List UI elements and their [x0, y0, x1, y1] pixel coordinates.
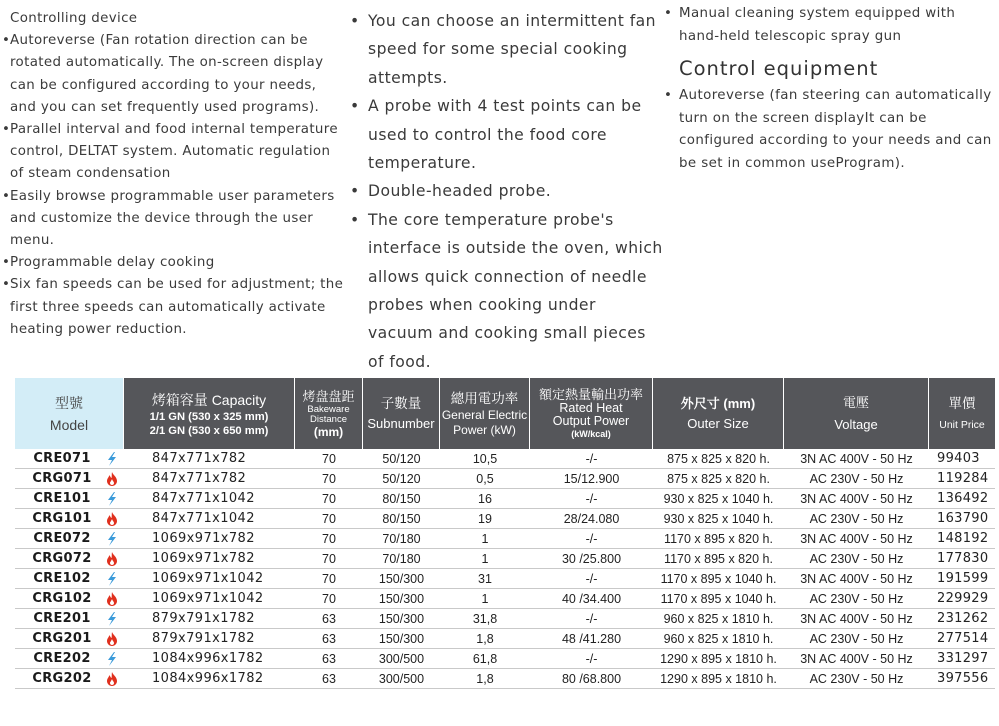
header-model	[15, 378, 124, 449]
power-cell: 31,8	[472, 611, 498, 626]
outer-size-cell: 930 x 825 x 1040 h.	[663, 511, 774, 526]
power-cell: 1	[481, 551, 489, 566]
capacity-cell: 847x771x782	[152, 451, 247, 466]
distance-cell: 63	[322, 671, 336, 686]
capacity-cell: 1069x971x1042	[152, 571, 264, 586]
bullet: •	[350, 12, 360, 30]
price-cell: 99403	[937, 451, 980, 466]
header-line: Subnumber	[367, 415, 435, 431]
capacity-cell: 1069x971x782	[152, 551, 255, 566]
voltage-cell: 3N AC 400V - 50 Hz	[800, 611, 913, 626]
table-row	[15, 489, 995, 509]
table-body	[15, 449, 995, 689]
outer-size-cell: 1170 x 895 x 820 h.	[664, 531, 773, 546]
features-column-1	[2, 8, 347, 341]
header-line: Output Power	[552, 414, 630, 428]
features-column-2	[350, 7, 665, 376]
voltage-cell: AC 230V - 50 Hz	[809, 511, 904, 526]
model-cell	[15, 571, 124, 586]
power-cell: 19	[478, 511, 492, 526]
capacity-cell: 1084x996x1782	[152, 651, 264, 666]
power-cell: 1,8	[476, 671, 494, 686]
price-cell: 231262	[937, 611, 989, 626]
voltage-cell: AC 230V - 50 Hz	[809, 671, 904, 686]
outer-size-cell: 1290 x 895 x 1810 h.	[660, 651, 777, 666]
heat-output-cell: -/-	[585, 491, 598, 506]
capacity-cell: 879x791x1782	[152, 611, 255, 626]
feature-item: • Autoreverse (fan steering can automatically turn on the screen displayIt can be configured according to your needs and can be set in common useProgram).	[664, 85, 999, 175]
distance-cell: 63	[322, 611, 336, 626]
distance-cell: 70	[322, 591, 336, 606]
capacity-cell: 1084x996x1782	[152, 671, 264, 686]
heat-output-cell: 15/12.900	[563, 471, 620, 486]
header-power	[440, 378, 530, 449]
header-line: (kW/kcal)	[571, 429, 611, 439]
table-row	[15, 589, 995, 609]
model-cell	[15, 651, 124, 666]
section-heading: Control equipment	[679, 57, 879, 81]
spec-table	[15, 378, 995, 689]
header-line: 子數量	[380, 395, 422, 411]
heat-output-cell: 48 /41.280	[561, 631, 622, 646]
distance-cell: 70	[322, 551, 336, 566]
header-line: Model	[49, 416, 89, 433]
table-row	[15, 569, 995, 589]
header-line: 單價	[948, 395, 976, 411]
power-cell: 10,5	[472, 451, 498, 466]
gas-flame-icon	[105, 632, 119, 646]
heat-output-cell: -/-	[585, 451, 598, 466]
heat-output-cell: -/-	[585, 611, 598, 626]
model-cell	[15, 611, 124, 626]
distance-cell: 63	[322, 651, 336, 666]
voltage-cell: 3N AC 400V - 50 Hz	[800, 491, 913, 506]
outer-size-cell: 960 x 825 x 1810 h.	[663, 611, 774, 626]
subnumber-cell: 80/150	[382, 511, 421, 526]
header-line: Unit Price	[939, 418, 985, 431]
header-capacity	[124, 378, 295, 449]
bullet: •	[2, 33, 11, 49]
gas-flame-icon	[105, 512, 119, 526]
power-cell: 1	[481, 591, 489, 606]
capacity-cell: 847x771x1042	[152, 511, 255, 526]
header-line: 型號	[55, 394, 83, 411]
header-line: 電壓	[842, 394, 869, 410]
gas-flame-icon	[105, 472, 119, 486]
capacity-cell: 847x771x1042	[152, 491, 255, 506]
bullet: •	[2, 122, 11, 138]
section-lead: Controlling device	[10, 11, 138, 26]
heat-output-cell: -/-	[585, 651, 598, 666]
heat-output-cell: -/-	[585, 571, 598, 586]
feature-item: • Easily browse programmable user parameters and customize the device through the user menu.	[2, 186, 347, 253]
model-name: CRE202	[33, 651, 91, 666]
voltage-cell: 3N AC 400V - 50 Hz	[800, 571, 913, 586]
price-cell: 331297	[937, 651, 989, 666]
subnumber-cell: 70/180	[382, 551, 421, 566]
outer-size-cell: 930 x 825 x 1040 h.	[663, 491, 774, 506]
price-cell: 277514	[937, 631, 989, 646]
bullet: •	[664, 88, 673, 104]
electric-bolt-icon	[105, 532, 119, 546]
feature-item: • You can choose an intermittent fan speed for some special cooking attempts.	[350, 7, 665, 92]
model-cell	[15, 591, 124, 606]
distance-cell: 70	[322, 571, 336, 586]
feature-item: • Double-headed probe.	[350, 177, 665, 205]
price-cell: 148192	[937, 531, 989, 546]
header-line: General Electric Power (kW)	[441, 407, 528, 437]
gas-flame-icon	[105, 672, 119, 686]
electric-bolt-icon	[105, 492, 119, 506]
price-cell: 177830	[937, 551, 989, 566]
bullet: •	[350, 182, 360, 201]
header-line: (mm)	[313, 424, 344, 439]
price-cell: 119284	[937, 471, 989, 486]
header-unit-price	[929, 378, 995, 449]
capacity-cell: 847x771x782	[152, 471, 247, 486]
subnumber-cell: 300/500	[378, 651, 425, 666]
outer-size-cell: 1170 x 895 x 820 h.	[664, 551, 773, 566]
voltage-cell: 3N AC 400V - 50 Hz	[800, 531, 913, 546]
capacity-cell: 1069x971x1042	[152, 591, 264, 606]
model-name: CRE102	[33, 571, 91, 586]
heat-output-cell: 30 /25.800	[561, 551, 622, 566]
table-row	[15, 449, 995, 469]
power-cell: 16	[478, 491, 492, 506]
table-row	[15, 469, 995, 489]
model-name: CRG071	[32, 471, 92, 486]
voltage-cell: AC 230V - 50 Hz	[809, 551, 904, 566]
table-row	[15, 669, 995, 689]
header-line: Voltage	[834, 416, 878, 432]
subnumber-cell: 150/300	[378, 591, 425, 606]
model-name: CRG202	[32, 671, 92, 686]
power-cell: 31	[478, 571, 492, 586]
header-subnumber	[363, 378, 440, 449]
distance-cell: 63	[322, 631, 336, 646]
header-line: Outer Size	[687, 415, 749, 431]
price-cell: 229929	[937, 591, 989, 606]
model-cell	[15, 511, 124, 526]
voltage-cell: AC 230V - 50 Hz	[809, 471, 904, 486]
price-cell: 397556	[937, 671, 989, 686]
subnumber-cell: 150/300	[378, 611, 425, 626]
header-line: Bakeware Distance	[307, 403, 350, 425]
model-cell	[15, 451, 124, 466]
bullet: •	[2, 188, 11, 204]
outer-size-cell: 875 x 825 x 820 h.	[667, 451, 770, 466]
features-column-3	[664, 3, 999, 176]
outer-size-cell: 1170 x 895 x 1040 h.	[660, 571, 777, 586]
table-row	[15, 549, 995, 569]
feature-item: • Six fan speeds can be used for adjustment; the first three speeds can automatically activate heating power reduction.	[2, 274, 347, 341]
power-cell: 1	[481, 531, 489, 546]
bullet: •	[2, 255, 11, 271]
outer-size-cell: 875 x 825 x 820 h.	[667, 471, 770, 486]
feature-item: • Manual cleaning system equipped with hand-held telescopic spray gun	[664, 3, 999, 48]
distance-cell: 70	[322, 451, 336, 466]
bullet: •	[2, 277, 11, 293]
subnumber-cell: 80/150	[382, 491, 421, 506]
distance-cell: 70	[322, 491, 336, 506]
gas-flame-icon	[105, 592, 119, 606]
model-cell	[15, 471, 124, 486]
subnumber-cell: 300/500	[378, 671, 425, 686]
voltage-cell: AC 230V - 50 Hz	[809, 591, 904, 606]
header-line: 額定熱量輸出功率	[538, 387, 643, 402]
model-cell	[15, 551, 124, 566]
distance-cell: 70	[322, 511, 336, 526]
capacity-cell: 879x791x1782	[152, 631, 255, 646]
model-name: CRE101	[33, 491, 91, 506]
capacity-cell: 1069x971x782	[152, 531, 255, 546]
heat-output-cell: 80 /68.800	[561, 671, 622, 686]
electric-bolt-icon	[105, 652, 119, 666]
header-heat-output	[530, 378, 653, 449]
model-cell	[15, 531, 124, 546]
header-line: 1/1 GN (530 x 325 mm)	[149, 410, 269, 423]
header-outer-size	[653, 378, 784, 449]
outer-size-cell: 1170 x 895 x 1040 h.	[660, 591, 777, 606]
price-cell: 163790	[937, 511, 989, 526]
header-line: 烤箱容量 Capacity	[151, 391, 267, 408]
header-distance	[295, 378, 363, 449]
distance-cell: 70	[322, 531, 336, 546]
distance-cell: 70	[322, 471, 336, 486]
header-line: 總用電功率	[450, 390, 519, 406]
subnumber-cell: 70/180	[382, 531, 421, 546]
model-name: CRG201	[32, 631, 92, 646]
power-cell: 61,8	[472, 651, 498, 666]
bullet: •	[350, 97, 360, 116]
heat-output-cell: 28/24.080	[563, 511, 620, 526]
feature-item: • The core temperature probe's interface is outside the oven, which allows quick connection of needle probes when cooking under vacuum and cooking small pieces of food.	[350, 206, 665, 376]
heat-output-cell: -/-	[585, 531, 598, 546]
table-row	[15, 609, 995, 629]
electric-bolt-icon	[105, 452, 119, 466]
price-cell: 191599	[937, 571, 989, 586]
model-cell	[15, 671, 124, 686]
subnumber-cell: 50/120	[382, 451, 421, 466]
power-cell: 0,5	[476, 471, 494, 486]
price-cell: 136492	[937, 491, 989, 506]
voltage-cell: 3N AC 400V - 50 Hz	[800, 651, 913, 666]
gas-flame-icon	[105, 552, 119, 566]
model-name: CRG102	[32, 591, 92, 606]
heat-output-cell: 40 /34.400	[561, 591, 622, 606]
header-line: 2/1 GN (530 x 650 mm)	[149, 424, 269, 437]
model-name: CRG072	[32, 551, 92, 566]
power-cell: 1,8	[476, 631, 494, 646]
model-name: CRE201	[33, 611, 91, 626]
table-row	[15, 629, 995, 649]
header-line: Rated Heat	[559, 401, 623, 415]
bullet: •	[350, 210, 360, 229]
header-line: 外尺寸 (mm)	[680, 395, 756, 411]
header-line: 烤盘盘距	[302, 388, 355, 404]
subnumber-cell: 150/300	[378, 571, 425, 586]
table-row	[15, 529, 995, 549]
table-row	[15, 509, 995, 529]
voltage-cell: 3N AC 400V - 50 Hz	[800, 451, 913, 466]
table-header	[15, 378, 995, 449]
feature-item: • Autoreverse (Fan rotation direction can be rotated automatically. The on-screen display can be configured according to your needs, and you can set frequently used programs).	[2, 30, 347, 119]
model-name: CRE071	[33, 451, 91, 466]
bullet: •	[664, 6, 673, 21]
feature-item: • A probe with 4 test points can be used to control the food core temperature.	[350, 92, 665, 177]
outer-size-cell: 1290 x 895 x 1810 h.	[660, 671, 777, 686]
subnumber-cell: 150/300	[378, 631, 425, 646]
table-row	[15, 649, 995, 669]
feature-item: • Parallel interval and food internal temperature control, DELTAT system. Automatic regulation of steam condensation	[2, 119, 347, 186]
electric-bolt-icon	[105, 572, 119, 586]
subnumber-cell: 50/120	[382, 471, 421, 486]
model-cell	[15, 491, 124, 506]
header-voltage	[784, 378, 929, 449]
model-cell	[15, 631, 124, 646]
electric-bolt-icon	[105, 612, 119, 626]
voltage-cell: AC 230V - 50 Hz	[809, 631, 904, 646]
outer-size-cell: 960 x 825 x 1810 h.	[663, 631, 774, 646]
model-name: CRE072	[33, 531, 91, 546]
feature-item: • Programmable delay cooking	[2, 252, 347, 274]
model-name: CRG101	[32, 511, 92, 526]
